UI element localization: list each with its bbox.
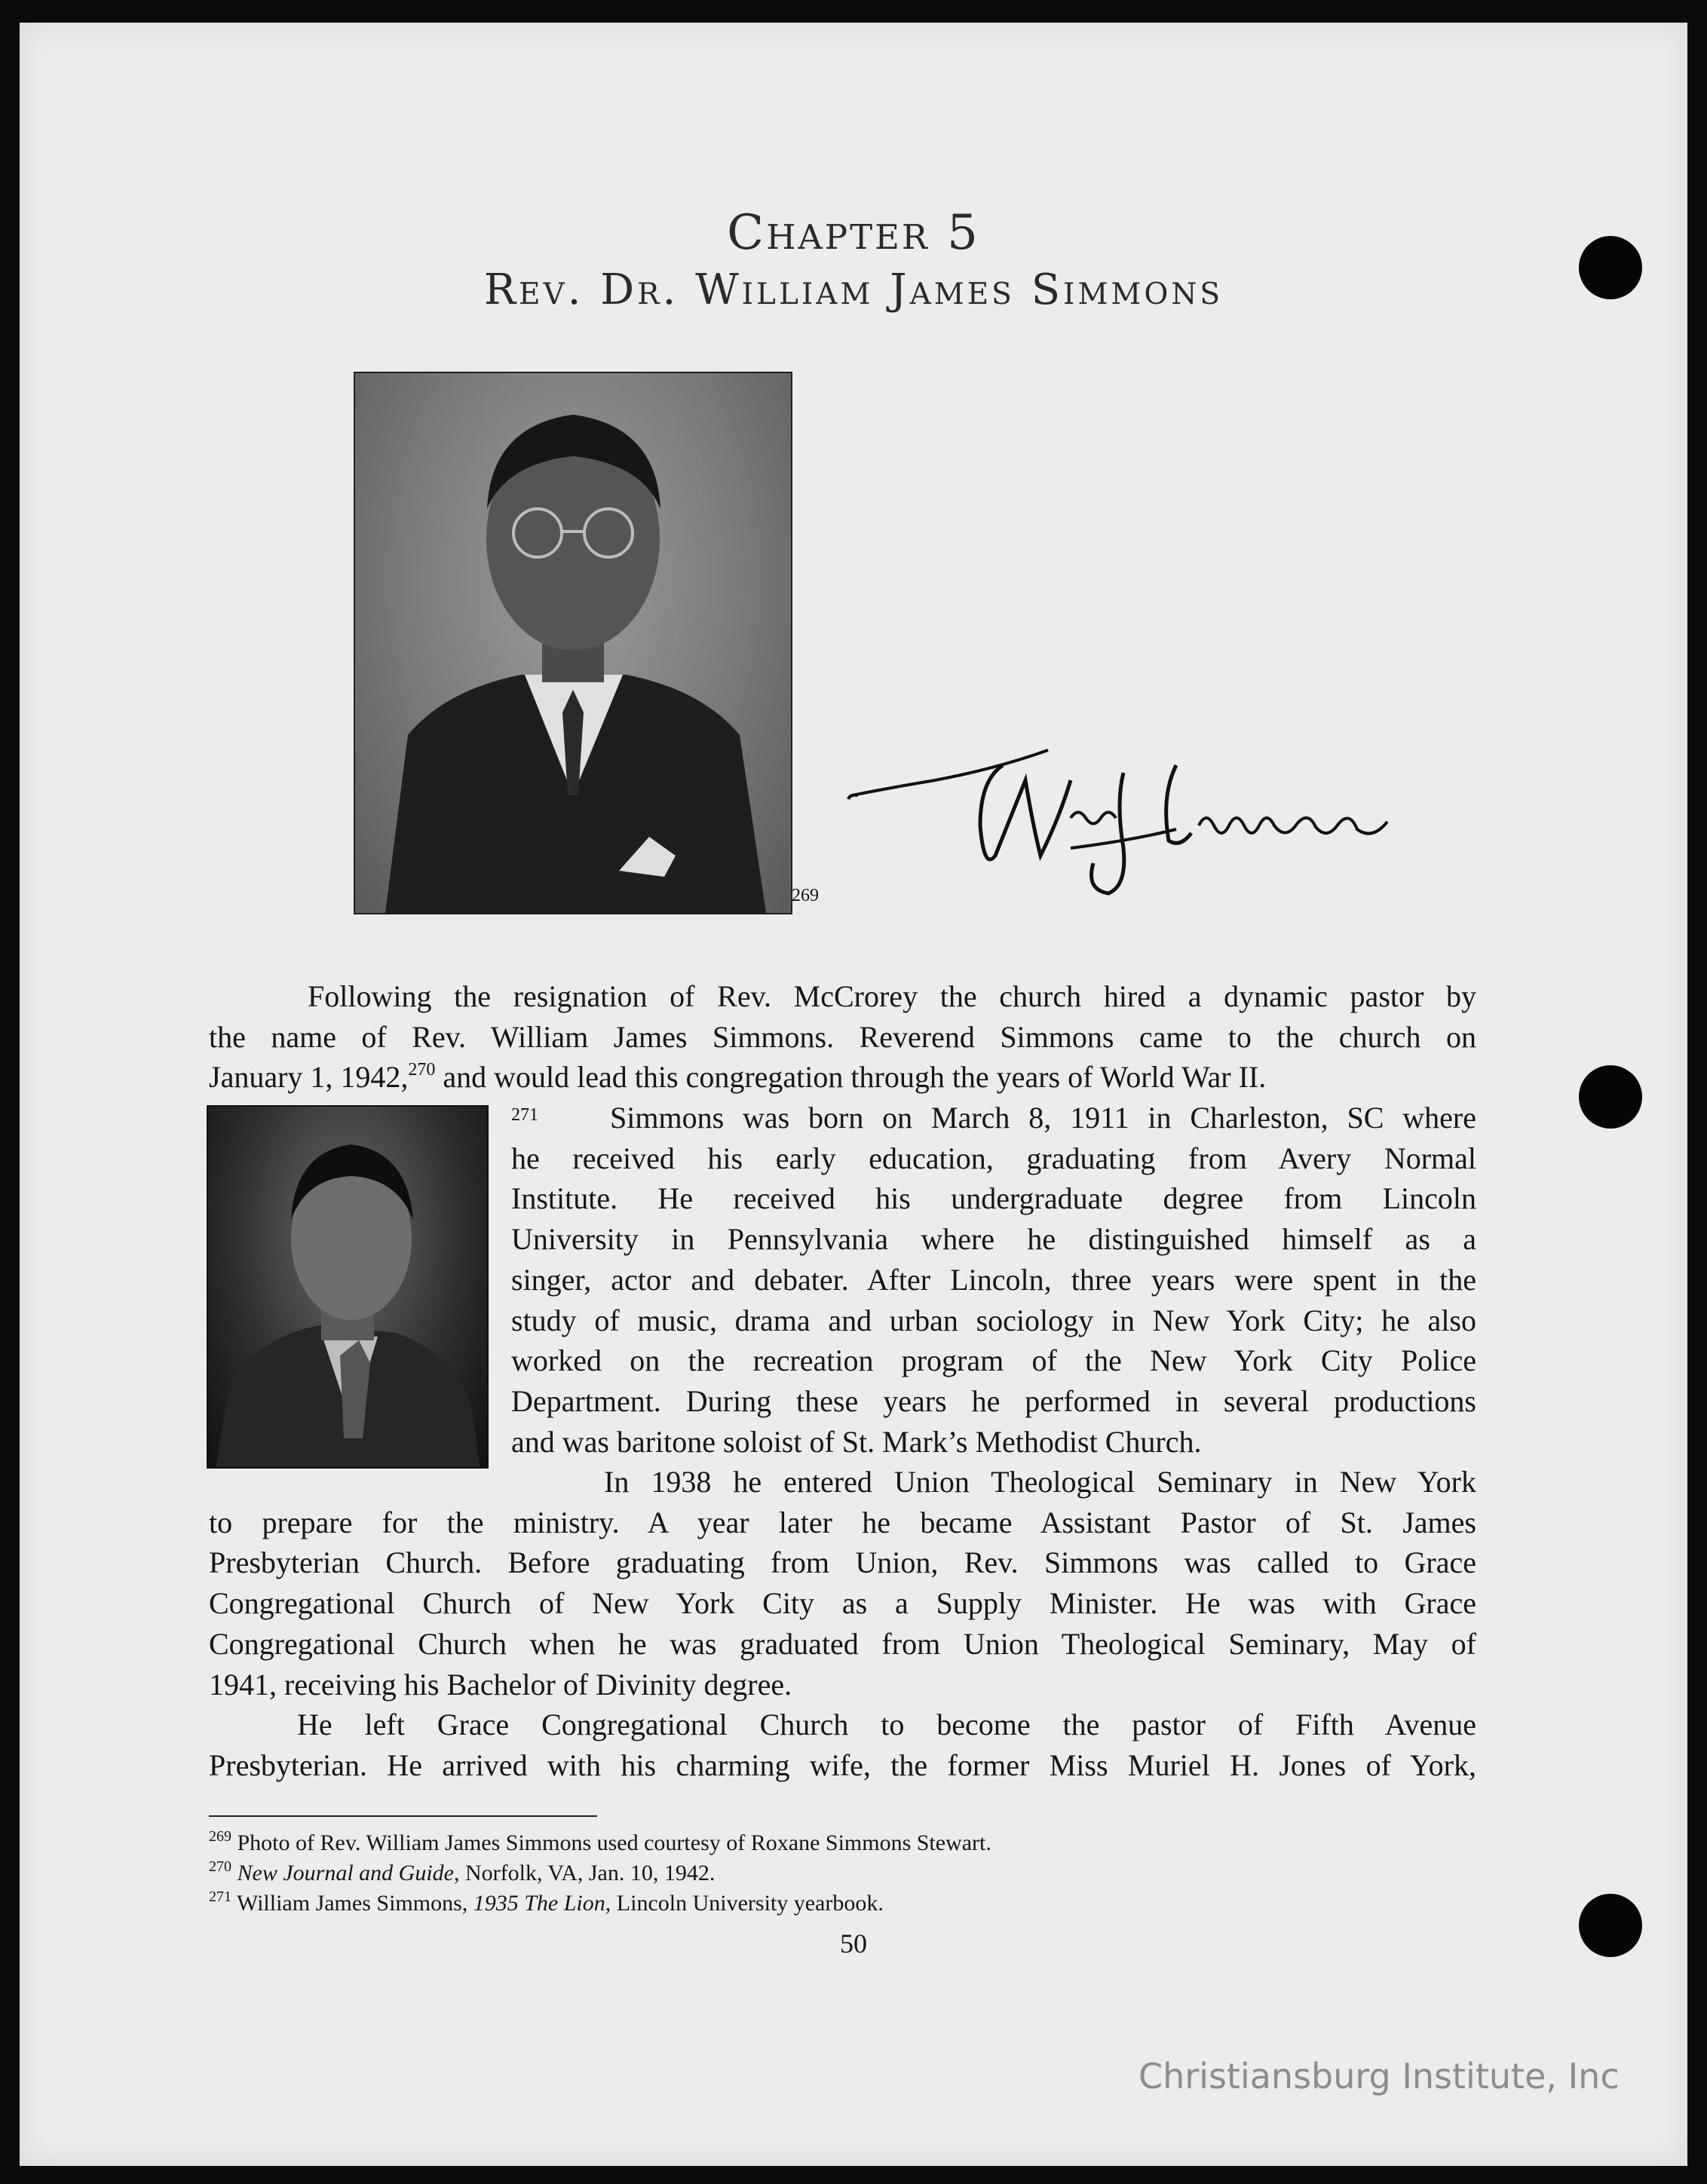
footnote-ref-photo-main: 269 <box>792 886 819 905</box>
portrait-photo-main <box>354 372 792 914</box>
p2-line-4: University in Pennsylvania where he distinguished himself as a <box>511 1222 1476 1257</box>
p2-line-7: worked on the recreation program of the New York City Police <box>511 1343 1476 1378</box>
portrait-figure-main <box>355 373 791 913</box>
p3-line-4: Congregational Church of New York City as a Supply Minister. He was with Grace <box>209 1586 1476 1621</box>
portrait-photo-young <box>207 1105 489 1469</box>
signature-image <box>844 735 1402 901</box>
p2-line-3: Institute. He received his undergraduate degree from Lincoln <box>511 1181 1476 1216</box>
p2-line-8: Department. During these years he performed in several productions <box>511 1383 1476 1418</box>
page-number: 50 <box>840 1928 867 1959</box>
p4-line-1: He left Grace Congregational Church to become the pastor of Fifth Avenue <box>297 1708 1476 1742</box>
p3-line-1: In 1938 he entered Union Theological Seminary in New York <box>604 1465 1476 1499</box>
paragraph-1 <box>209 976 1476 1098</box>
p1-line-3: January 1, 1942,$^{270}$ and would lead this congregation through the years of World War II. <box>209 1060 1267 1095</box>
watermark: Christiansburg Institute, Inc <box>1139 2056 1620 2097</box>
p1-line-1: Following the resignation of Rev. McCrorey the church hired a dynamic pastor by <box>308 979 1476 1013</box>
paragraph-2 <box>511 1098 1476 1462</box>
chapter-title: Chapter 5 <box>727 205 980 261</box>
footnote-271: $^{271}$ William James Simmons, 1935 The Lion, Lincoln University yearbook. <box>209 1888 884 1916</box>
p2-line-5: singer, actor and debater. After Lincoln, three years were spent in the <box>511 1262 1476 1297</box>
footnote-ref-photo-young: 271 <box>511 1105 538 1125</box>
portrait-figure-young <box>208 1107 487 1467</box>
footnote-270: $^{270}$ New Journal and Guide, Norfolk, VA, Jan. 10, 1942. <box>209 1858 716 1885</box>
p3-line-3: Presbyterian Church. Before graduating from Union, Rev. Simmons was called to Grace <box>209 1545 1476 1580</box>
footnotes <box>209 1828 1415 1919</box>
p2-line-9: and was baritone soloist of St. Mark’s Methodist Church. <box>511 1424 1202 1459</box>
p2-line-2: he received his early education, graduating from Avery Normal <box>511 1141 1476 1175</box>
binder-hole-middle <box>1579 1065 1642 1129</box>
p3-line-6: 1941, receiving his Bachelor of Divinity degree. <box>209 1667 792 1702</box>
p3-line-2: to prepare for the ministry. A year later he became Assistant Pastor of St. James <box>209 1505 1476 1539</box>
p3-line-5: Congregational Church when he was graduated from Union Theological Seminary, May of <box>209 1626 1476 1661</box>
chapter-subtitle: Rev. Dr. William James Simmons <box>483 265 1224 314</box>
footnote-ref-270: 270 <box>408 1060 436 1080</box>
p2-line-1: Simmons was born on March 8, 1911 in Charleston, SC where <box>610 1101 1476 1135</box>
footnote-269: $^{269}$ Photo of Rev. William James Simmons used courtesy of Roxane Simmons Stewart. <box>209 1828 991 1855</box>
p2-line-6: study of music, drama and urban sociology in New York City; he also <box>511 1303 1476 1337</box>
paragraph-3-4 <box>209 1462 1476 1786</box>
footnote-divider <box>209 1815 597 1817</box>
p1-line-2: the name of Rev. William James Simmons. Reverend Simmons came to the church on <box>209 1019 1476 1054</box>
p4-line-2: Presbyterian. He arrived with his charming wife, the former Miss Muriel H. Jones of York, <box>209 1748 1476 1782</box>
